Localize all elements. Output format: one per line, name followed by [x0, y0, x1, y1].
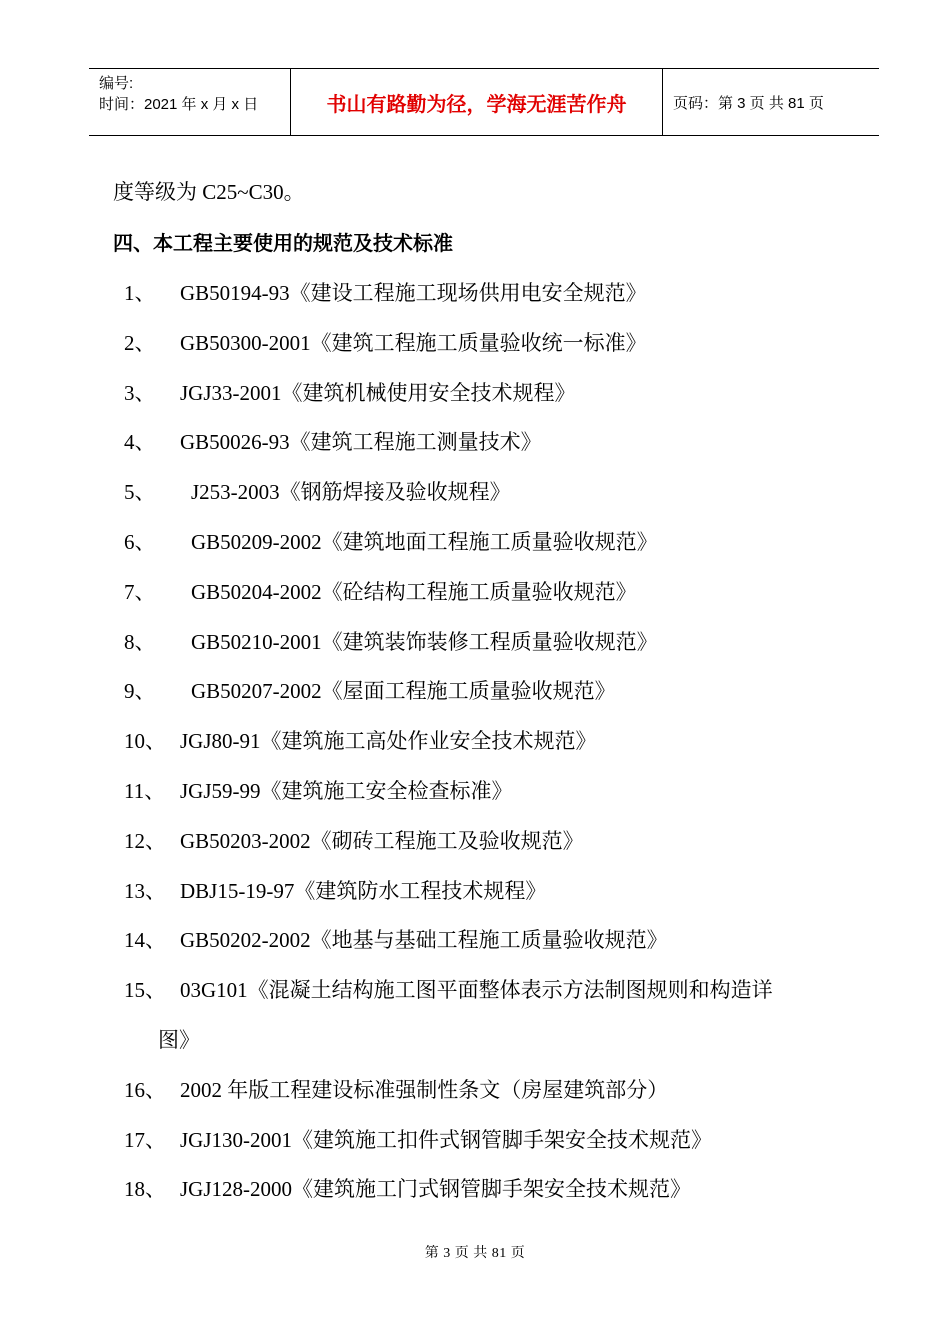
list-item-text: J253-2003《钢筋焊接及验收规程》: [191, 480, 511, 505]
list-item-text: GB50204-2002《砼结构工程施工质量验收规范》: [191, 579, 637, 604]
list-item-number: 11、: [124, 779, 166, 803]
list-item-text: 2002 年版工程建设标准强制性条文（房屋建筑部分）: [180, 1077, 669, 1102]
list-item-continuation: 图》: [158, 1028, 200, 1052]
list-item-number: 17、: [124, 1127, 166, 1152]
list-item-text: GB50203-2002《砌砖工程施工及验收规范》: [180, 828, 584, 853]
page-header: [89, 68, 879, 136]
list-item-text: JGJ130-2001《建筑施工扣件式钢管脚手架安全技术规范》: [180, 1127, 713, 1152]
header-motto: 书山有路勤为径，学海无涯苦作舟: [326, 91, 627, 116]
list-item-text: GB50202-2002《地基与基础工程施工质量验收规范》: [180, 928, 668, 953]
list-item-number: 3、: [124, 380, 156, 405]
list-item-text: JGJ80-91《建筑施工高处作业安全技术规范》: [180, 729, 597, 754]
list-item-text: GB50300-2001《建筑工程施工质量验收统一标准》: [180, 330, 647, 355]
list-item-number: 2、: [124, 330, 156, 355]
list-item-number: 7、: [124, 579, 156, 604]
list-item-text: JGJ59-99《建筑施工安全检查标准》: [180, 779, 513, 803]
list-item-number: 9、: [124, 679, 156, 704]
list-item-text: GB50209-2002《建筑地面工程施工质量验收规范》: [191, 530, 658, 554]
list-item-text: 03G101《混凝土结构施工图平面整体表示方法制图规则和构造详: [180, 978, 773, 1003]
header-meta-cell: [89, 69, 291, 135]
list-item-number: 10、: [124, 729, 166, 754]
list-item-number: 16、: [124, 1077, 166, 1102]
list-item-number: 12、: [124, 828, 166, 853]
list-item-text: GB50194-93《建设工程施工现场供用电安全规范》: [180, 281, 647, 305]
list-item-text: GB50026-93《建筑工程施工测量技术》: [180, 430, 542, 455]
list-item-text: JGJ128-2000《建筑施工门式钢管脚手架安全技术规范》: [180, 1177, 692, 1202]
list-item-number: 18、: [124, 1177, 166, 1202]
intro-line: 度等级为 C25~C30。: [113, 180, 305, 204]
list-item-number: 4、: [124, 430, 156, 455]
page-footer: 第 3 页 共 81 页: [424, 1246, 526, 1261]
list-item-number: 14、: [124, 928, 166, 953]
list-item-number: 1、: [124, 281, 156, 305]
list-item-text: GB50210-2001《建筑装饰装修工程质量验收规范》: [191, 629, 658, 654]
list-item-number: 6、: [124, 530, 156, 554]
header-motto-cell: [291, 69, 663, 135]
list-item-number: 13、: [124, 878, 166, 903]
list-item-text: JGJ33-2001《建筑机械使用安全技术规程》: [180, 380, 576, 405]
list-item-number: 15、: [124, 978, 166, 1003]
list-item-text: DBJ15-19-97《建筑防水工程技术规程》: [180, 878, 547, 903]
header-code-label: 编号:: [99, 75, 134, 92]
list-item-number: 5、: [124, 480, 156, 505]
list-item-number: 8、: [124, 629, 156, 654]
header-time-label: 时间：2021 年 x 月 x 日: [99, 96, 259, 113]
header-page-info: 页码：第 3 页 共 81 页: [673, 94, 824, 112]
header-page-cell: [663, 69, 879, 135]
section-title: 四、本工程主要使用的规范及技术标准: [113, 231, 453, 255]
list-item-text: GB50207-2002《屋面工程施工质量验收规范》: [191, 679, 616, 704]
